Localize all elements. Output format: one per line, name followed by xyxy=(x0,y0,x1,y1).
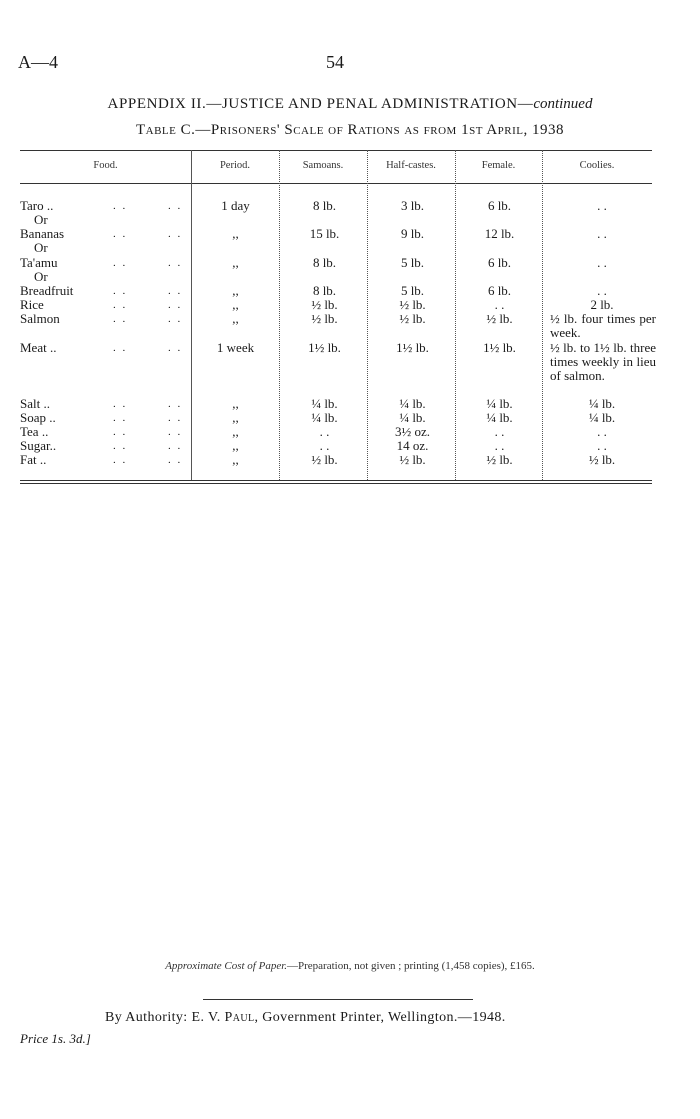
half-castes-cell: 3½ oz. xyxy=(394,424,431,439)
samoans-cell: ½ lb. xyxy=(311,311,338,326)
appendix-title: APPENDIX II.—JUSTICE AND PENAL ADMINISTRATION—continued xyxy=(107,96,593,112)
leader-dots: . . xyxy=(168,228,183,240)
food-cell: Salmon xyxy=(20,311,60,326)
leader-dots: . . xyxy=(113,285,128,297)
leader-dots: . . xyxy=(168,257,183,269)
samoans-cell: ½ lb. xyxy=(311,297,338,312)
food-cell: Salt .. xyxy=(20,396,50,411)
half-castes-cell: 5 lb. xyxy=(400,255,425,270)
period-cell: ,, xyxy=(232,438,239,453)
coolies-cell: . . xyxy=(597,438,607,453)
period-cell: ,, xyxy=(232,226,239,241)
leader-dots: . . xyxy=(168,200,183,212)
samoans-cell: . . xyxy=(319,438,330,453)
cost-text: —Preparation, not given ; printing (1,458 copies), £165. xyxy=(287,960,535,972)
food-cell: Taro .. xyxy=(20,198,54,213)
leader-dots: . . xyxy=(113,257,128,269)
food-cell: Sugar.. xyxy=(20,438,57,453)
female-cell: 6 lb. xyxy=(487,283,512,298)
female-cell: ¼ lb. xyxy=(486,410,513,425)
column-header-female: Female. xyxy=(481,160,516,171)
female-cell: 12 lb. xyxy=(484,226,515,241)
or-label: Or xyxy=(34,269,48,284)
samoans-cell: 15 lb. xyxy=(309,226,340,241)
leader-dots: . . xyxy=(168,398,183,410)
leader-dots: . . xyxy=(168,454,183,466)
food-cell: Tea .. xyxy=(20,424,49,439)
coolies-cell-salmon: ½ lb. four times per week. xyxy=(550,311,656,340)
leader-dots: . . xyxy=(113,412,128,424)
continued-label: continued xyxy=(533,96,593,112)
coolies-cell: . . xyxy=(597,424,607,439)
leader-dots: . . xyxy=(168,299,183,311)
leader-dots: . . xyxy=(113,454,128,466)
or-label: Or xyxy=(34,240,48,255)
printer-name: Paul xyxy=(224,1010,255,1025)
table-header-rule xyxy=(20,183,652,184)
period-cell: ,, xyxy=(232,255,239,270)
period-cell: 1 week xyxy=(216,340,255,355)
half-castes-cell: ½ lb. xyxy=(399,452,426,467)
price-note: Price 1s. 3d.] xyxy=(20,1031,91,1046)
column-header-period: Period. xyxy=(219,160,251,171)
samoans-cell: 8 lb. xyxy=(312,283,337,298)
leader-dots: . . xyxy=(113,313,128,325)
leader-dots: . . xyxy=(113,228,128,240)
coolies-cell: . . xyxy=(597,226,607,241)
period-cell: ,, xyxy=(232,297,239,312)
half-castes-cell: ½ lb. xyxy=(399,297,426,312)
authority-rule xyxy=(203,999,473,1000)
female-cell: . . xyxy=(494,438,505,453)
samoans-cell: ¼ lb. xyxy=(311,410,338,425)
period-cell: ,, xyxy=(232,410,239,425)
leader-dots: . . xyxy=(113,398,128,410)
female-cell: ½ lb. xyxy=(486,311,513,326)
divider-period xyxy=(279,150,280,480)
coolies-cell: 2 lb. xyxy=(590,297,614,312)
samoans-cell: 1½ lb. xyxy=(308,340,341,355)
leader-dots: . . xyxy=(113,200,128,212)
column-header-samoans: Samoans. xyxy=(302,160,344,171)
leader-dots: . . xyxy=(113,426,128,438)
coolies-cell: . . xyxy=(597,283,607,298)
half-castes-cell: 1½ lb. xyxy=(396,340,429,355)
divider-half-castes xyxy=(455,150,456,480)
samoans-cell: ¼ lb. xyxy=(311,396,338,411)
or-label: Or xyxy=(34,212,48,227)
column-header-food: Food. xyxy=(93,160,118,171)
samoans-cell: . . xyxy=(319,424,330,439)
period-cell: ,, xyxy=(232,283,239,298)
female-cell: . . xyxy=(494,424,505,439)
divider-samoans xyxy=(367,150,368,480)
food-cell: Fat .. xyxy=(20,452,47,467)
half-castes-cell: ¼ lb. xyxy=(399,410,426,425)
period-cell: ,, xyxy=(232,424,239,439)
coolies-cell-meat: ½ lb. to 1½ lb. three times weekly in lieu of salmon. xyxy=(550,340,656,383)
leader-dots: . . xyxy=(168,412,183,424)
female-cell: ¼ lb. xyxy=(486,396,513,411)
food-cell: Ta'amu xyxy=(20,255,58,270)
female-cell: ½ lb. xyxy=(486,452,513,467)
leader-dots: . . xyxy=(113,299,128,311)
table-top-rule xyxy=(20,150,652,151)
samoans-cell: ½ lb. xyxy=(311,452,338,467)
cost-note xyxy=(0,960,700,972)
leader-dots: . . xyxy=(168,440,183,452)
half-castes-cell: ½ lb. xyxy=(399,311,426,326)
leader-dots: . . xyxy=(168,426,183,438)
period-cell: ,, xyxy=(232,452,239,467)
half-castes-cell: 14 oz. xyxy=(396,438,429,453)
period-cell: 1 day xyxy=(221,198,250,213)
page-number: 54 xyxy=(326,52,344,72)
half-castes-cell: 5 lb. xyxy=(400,283,425,298)
food-cell: Breadfruit xyxy=(20,283,74,298)
leader-dots: . . xyxy=(168,342,183,354)
leader-dots: . . xyxy=(113,440,128,452)
half-castes-cell: 9 lb. xyxy=(400,226,425,241)
food-cell: Soap .. xyxy=(20,410,56,425)
table-title: Table C.—Prisoners' Scale of Rations as from 1st April, 1938 xyxy=(135,122,565,138)
half-castes-cell: 3 lb. xyxy=(400,198,425,213)
page-code: A—4 xyxy=(18,52,58,72)
coolies-cell: ½ lb. xyxy=(588,452,616,467)
period-cell: ,, xyxy=(232,311,239,326)
table-bottom-rule-2 xyxy=(20,483,652,484)
leader-dots: . . xyxy=(168,285,183,297)
female-cell: 6 lb. xyxy=(487,198,512,213)
coolies-cell: . . xyxy=(597,255,607,270)
divider-female xyxy=(542,150,543,480)
half-castes-cell: ¼ lb. xyxy=(399,396,426,411)
female-cell: 6 lb. xyxy=(487,255,512,270)
food-cell: Bananas xyxy=(20,226,65,241)
table-bottom-rule xyxy=(20,480,652,481)
food-cell: Meat .. xyxy=(20,340,57,355)
female-cell: . . xyxy=(494,297,505,312)
period-cell: ,, xyxy=(232,396,239,411)
coolies-cell: . . xyxy=(597,198,607,213)
divider-food xyxy=(191,150,192,480)
column-header-half-castes: Half-castes. xyxy=(386,160,436,171)
samoans-cell: 8 lb. xyxy=(312,255,337,270)
female-cell: 1½ lb. xyxy=(483,340,516,355)
leader-dots: . . xyxy=(113,342,128,354)
authority-line: By Authority: E. V. Paul, Government Printer, Wellington.—1948. xyxy=(105,1010,506,1025)
leader-dots: . . xyxy=(168,313,183,325)
cost-label: Approximate Cost of Paper. xyxy=(165,960,288,972)
coolies-cell: ¼ lb. xyxy=(588,396,616,411)
coolies-cell: ¼ lb. xyxy=(588,410,616,425)
column-header-coolies: Coolies. xyxy=(579,160,615,171)
samoans-cell: 8 lb. xyxy=(312,198,337,213)
food-cell: Rice xyxy=(20,297,44,312)
